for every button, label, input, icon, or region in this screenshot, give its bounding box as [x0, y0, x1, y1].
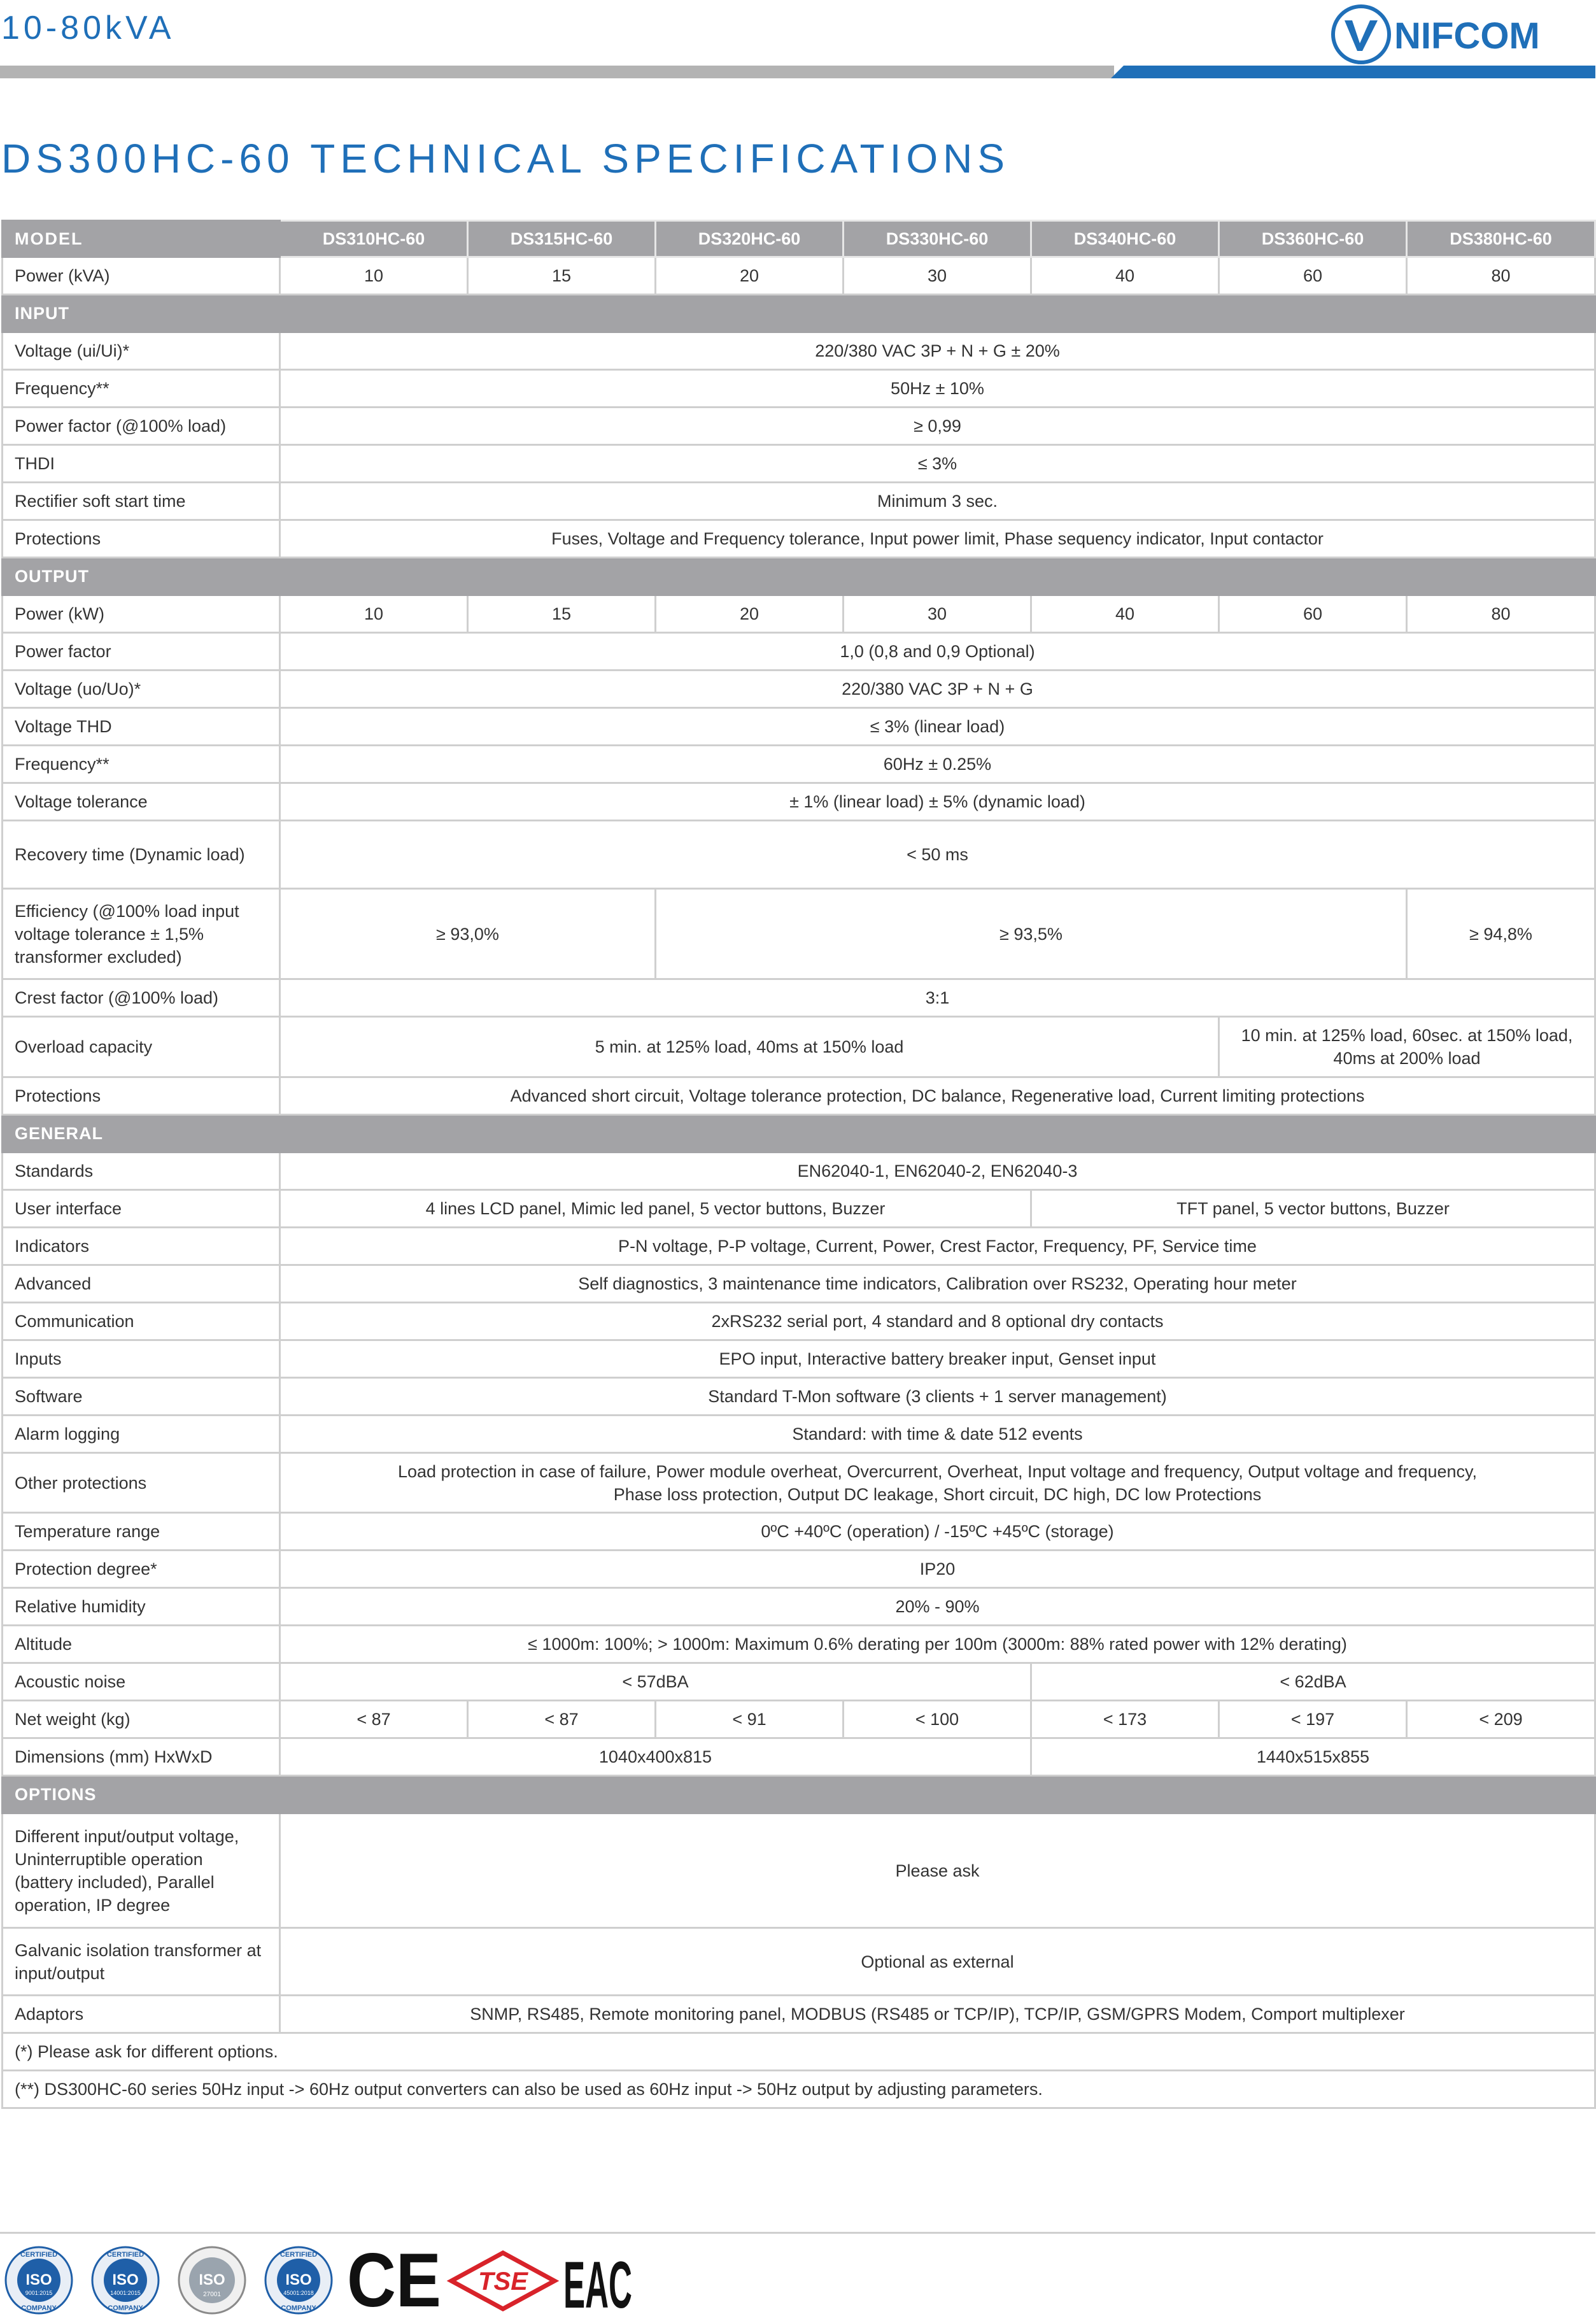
- cell-value: ≥ 93,5%: [656, 889, 1407, 979]
- table-row: [3, 1701, 1595, 1738]
- table-row: [3, 1663, 1595, 1701]
- row-label: Standards: [3, 1153, 280, 1190]
- cell-value: 50Hz ± 10%: [280, 370, 1595, 408]
- section-output: [3, 558, 1595, 595]
- table-row: [3, 1340, 1595, 1378]
- nifcom-logo: [1331, 1, 1585, 67]
- row-label: Frequency**: [3, 746, 280, 783]
- cell-value: 80: [1407, 595, 1595, 633]
- label-line: Galvanic isolation transformer at: [15, 1940, 262, 1960]
- cell-value: 10: [280, 257, 468, 295]
- model-name: DS330HC-60: [844, 221, 1031, 257]
- badge-mark: ISO: [112, 2271, 139, 2289]
- cell-value: 80: [1407, 257, 1595, 295]
- row-label: Other protections: [3, 1453, 280, 1513]
- row-label: Net weight (kg): [3, 1701, 280, 1738]
- brand-text: NIFCOM: [1394, 15, 1540, 57]
- row-label: Voltage THD: [3, 708, 280, 746]
- cell-value: < 50 ms: [280, 821, 1595, 889]
- label-line: operation, IP degree: [15, 1895, 171, 1915]
- label-line: input/output: [15, 1963, 105, 1983]
- section-title: OPTIONS: [3, 1776, 1595, 1814]
- label-line: Uninterruptible operation: [15, 1849, 203, 1869]
- cell-value: 3:1: [280, 979, 1595, 1017]
- eac-mark: [563, 2248, 633, 2321]
- table-row: [3, 1228, 1595, 1265]
- row-label: Crest factor (@100% load): [3, 979, 280, 1017]
- cell-value: ≤ 3%: [280, 445, 1595, 483]
- cell-value: [280, 1453, 1595, 1513]
- table-row: [3, 1738, 1595, 1776]
- cell-value: 20% - 90%: [280, 1588, 1595, 1626]
- table-row: [3, 1416, 1595, 1453]
- cell-value: EPO input, Interactive battery breaker input, Genset input: [280, 1340, 1595, 1378]
- page-title: DS300HC-60 TECHNICAL SPECIFICATIONS: [1, 136, 1010, 181]
- row-label: Altitude: [3, 1626, 280, 1663]
- section-general: [3, 1115, 1595, 1153]
- badge-mark: ISO: [199, 2271, 225, 2289]
- table-row: [3, 1378, 1595, 1416]
- row-label: Inputs: [3, 1340, 280, 1378]
- tse-text: TSE: [478, 2268, 528, 2296]
- cell-value: Self diagnostics, 3 maintenance time indicators, Calibration over RS232, Operating hour meter: [280, 1265, 1595, 1303]
- cell-value: 220/380 VAC 3P + N + G: [280, 671, 1595, 708]
- label-line: voltage tolerance ± 1,5%: [15, 924, 204, 944]
- table-row: [3, 408, 1595, 445]
- row-label: [3, 1928, 280, 1996]
- cell-value: TFT panel, 5 vector buttons, Buzzer: [1031, 1190, 1595, 1228]
- row-label: Dimensions (mm) HxWxD: [3, 1738, 280, 1776]
- cell-value: ≤ 3% (linear load): [280, 708, 1595, 746]
- cell-value: Minimum 3 sec.: [280, 483, 1595, 520]
- cell-value: 15: [468, 257, 656, 295]
- cell-value: EN62040-1, EN62040-2, EN62040-3: [280, 1153, 1595, 1190]
- table-row: [3, 370, 1595, 408]
- header-bar-blue: [1111, 66, 1595, 78]
- section-options: [3, 1776, 1595, 1814]
- label-line: Efficiency (@100% load input: [15, 901, 239, 921]
- badge-number: 14001:2015: [110, 2290, 141, 2296]
- cell-value: 40: [1031, 595, 1219, 633]
- row-label: Advanced: [3, 1265, 280, 1303]
- cell-value: 5 min. at 125% load, 40ms at 150% load: [280, 1017, 1219, 1077]
- cell-value: ≥ 93,0%: [280, 889, 656, 979]
- cell-value: Standard T-Mon software (3 clients + 1 server management): [280, 1378, 1595, 1416]
- table-row: [3, 1996, 1595, 2033]
- cell-value: [1219, 1017, 1595, 1077]
- row-label: Temperature range: [3, 1513, 280, 1551]
- value-line: Phase loss protection, Output DC leakage, Short circuit, DC high, DC low Protections: [613, 1484, 1262, 1504]
- footnote: (*) Please ask for different options.: [3, 2033, 1595, 2071]
- row-label: Adaptors: [3, 1996, 280, 2033]
- table-row: [3, 783, 1595, 821]
- cell-value: 15: [468, 595, 656, 633]
- row-label: Protections: [3, 1077, 280, 1115]
- row-label: Power factor (@100% load): [3, 408, 280, 445]
- model-name: DS320HC-60: [656, 221, 844, 257]
- cell-value: < 173: [1031, 1701, 1219, 1738]
- table-row: [3, 483, 1595, 520]
- cell-value: 4 lines LCD panel, Mimic led panel, 5 vector buttons, Buzzer: [280, 1190, 1031, 1228]
- badge-top-text: CERTIFIED: [20, 2251, 58, 2259]
- ce-text: CE: [347, 2238, 441, 2321]
- note-row: [3, 2071, 1595, 2108]
- row-label: Voltage (ui/Ui)*: [3, 332, 280, 370]
- badge-bottom-text: COMPANY: [108, 2304, 143, 2312]
- table-row: [3, 1928, 1595, 1996]
- row-label: Acoustic noise: [3, 1663, 280, 1701]
- model-name: DS340HC-60: [1031, 221, 1219, 257]
- row-label: [3, 1814, 280, 1928]
- table-row: [3, 520, 1595, 558]
- cell-value: 2xRS232 serial port, 4 standard and 8 optional dry contacts: [280, 1303, 1595, 1340]
- section-title: OUTPUT: [3, 558, 1595, 595]
- label-line: transformer excluded): [15, 947, 182, 967]
- row-label: Communication: [3, 1303, 280, 1340]
- cell-value: 20: [656, 595, 844, 633]
- product-range: 10-80kVA: [1, 10, 175, 46]
- table-row: [3, 1190, 1595, 1228]
- row-label: Frequency**: [3, 370, 280, 408]
- table-row: [3, 1153, 1595, 1190]
- row-label: Alarm logging: [3, 1416, 280, 1453]
- row-label: User interface: [3, 1190, 280, 1228]
- cell-value: 40: [1031, 257, 1219, 295]
- ce-mark: [347, 2238, 442, 2321]
- cell-value: SNMP, RS485, Remote monitoring panel, MODBUS (RS485 or TCP/IP), TCP/IP, GSM/GPRS Modem, Comport multiplexer: [280, 1996, 1595, 2033]
- cell-value: 30: [844, 595, 1031, 633]
- model-name: DS310HC-60: [280, 221, 468, 257]
- badge-number: 9001:2015: [25, 2290, 53, 2296]
- cell-value: 60: [1219, 257, 1407, 295]
- badge-top-text: CERTIFIED: [279, 2251, 318, 2259]
- section-title: INPUT: [3, 295, 1595, 332]
- cell-value: 20: [656, 257, 844, 295]
- model-name: DS315HC-60: [468, 221, 656, 257]
- table-row: [3, 671, 1595, 708]
- cell-value: 0ºC +40ºC (operation) / -15ºC +45ºC (storage): [280, 1513, 1595, 1551]
- row-label: Rectifier soft start time: [3, 483, 280, 520]
- table-row: [3, 445, 1595, 483]
- model-label: MODEL: [3, 221, 280, 257]
- table-row: [3, 1588, 1595, 1626]
- row-label: Relative humidity: [3, 1588, 280, 1626]
- cell-value: 1040x400x815: [280, 1738, 1031, 1776]
- cell-value: Standard: with time & date 512 events: [280, 1416, 1595, 1453]
- value-line: 10 min. at 125% load, 60sec. at 150% load,: [1241, 1026, 1573, 1045]
- row-label: THDI: [3, 445, 280, 483]
- row-label: Recovery time (Dynamic load): [3, 821, 280, 889]
- model-row: [3, 221, 1595, 257]
- table-row: [3, 889, 1595, 979]
- cell-value: ≥ 0,99: [280, 408, 1595, 445]
- badge-mark: ISO: [285, 2271, 312, 2289]
- header-bar-grey: [0, 66, 1114, 78]
- cell-value: < 87: [280, 1701, 468, 1738]
- table-row: [3, 1626, 1595, 1663]
- badge-bottom-text: COMPANY: [21, 2304, 57, 2312]
- badge-bottom-text: COMPANY: [281, 2304, 316, 2312]
- cell-value: < 100: [844, 1701, 1031, 1738]
- row-label: Power (kVA): [3, 257, 280, 295]
- cell-value: 60Hz ± 0.25%: [280, 746, 1595, 783]
- cell-value: Please ask: [280, 1814, 1595, 1928]
- certification-logos: [0, 2232, 1595, 2321]
- row-label: Voltage tolerance: [3, 783, 280, 821]
- model-name: DS360HC-60: [1219, 221, 1407, 257]
- table-row: [3, 708, 1595, 746]
- cell-value: 1,0 (0,8 and 0,9 Optional): [280, 633, 1595, 671]
- cell-value: Fuses, Voltage and Frequency tolerance, Input power limit, Phase sequency indicator, Input contactor: [280, 520, 1595, 558]
- cell-value: < 57dBA: [280, 1663, 1031, 1701]
- badge-number: 45001:2018: [283, 2290, 314, 2296]
- eac-text: EAC: [563, 2248, 632, 2321]
- section-title: GENERAL: [3, 1115, 1595, 1153]
- table-row: [3, 1303, 1595, 1340]
- row-label: Power (kW): [3, 595, 280, 633]
- cell-value: 30: [844, 257, 1031, 295]
- cell-value: IP20: [280, 1551, 1595, 1588]
- table-row: [3, 595, 1595, 633]
- table-row: [3, 979, 1595, 1017]
- table-row: [3, 332, 1595, 370]
- value-line: Load protection in case of failure, Power module overheat, Overcurrent, Overheat, Input voltage and frequency, Output voltage and frequency,: [397, 1461, 1477, 1481]
- cell-value: < 62dBA: [1031, 1663, 1595, 1701]
- badge-number: 27001: [203, 2291, 221, 2298]
- row-label: Voltage (uo/Uo)*: [3, 671, 280, 708]
- note-row: [3, 2033, 1595, 2071]
- table-row: [3, 1513, 1595, 1551]
- table-row: [3, 1017, 1595, 1077]
- cell-value: 10: [280, 595, 468, 633]
- table-row: [3, 1077, 1595, 1115]
- table-row: [3, 746, 1595, 783]
- cell-value: < 87: [468, 1701, 656, 1738]
- label-line: (battery included), Parallel: [15, 1872, 215, 1892]
- cell-value: ≤ 1000m: 100%; > 1000m: Maximum 0.6% derating per 100m (3000m: 88% rated power with 12% derating): [280, 1626, 1595, 1663]
- cell-value: 1440x515x855: [1031, 1738, 1595, 1776]
- iso-27001-badge: [177, 2245, 247, 2315]
- table-row: [3, 1551, 1595, 1588]
- cell-value: Advanced short circuit, Voltage tolerance protection, DC balance, Regenerative load, Current limiting protections: [280, 1077, 1595, 1115]
- row-label: Software: [3, 1378, 280, 1416]
- spec-table: [1, 220, 1596, 2109]
- iso-9001-badge: [4, 2245, 74, 2315]
- tse-mark: [449, 2250, 557, 2311]
- row-label: [3, 889, 280, 979]
- badge-top-text: CERTIFIED: [106, 2251, 145, 2259]
- cell-value: 60: [1219, 595, 1407, 633]
- row-label: Overload capacity: [3, 1017, 280, 1077]
- row-label: Power factor: [3, 633, 280, 671]
- model-name: DS380HC-60: [1407, 221, 1595, 257]
- cell-value: < 209: [1407, 1701, 1595, 1738]
- iso-14001-badge: [90, 2245, 160, 2315]
- row-label: Protections: [3, 520, 280, 558]
- table-row: [3, 1453, 1595, 1513]
- table-row: [3, 821, 1595, 889]
- value-line: 40ms at 200% load: [1333, 1049, 1481, 1068]
- badge-mark: ISO: [25, 2271, 52, 2289]
- table-row: [3, 633, 1595, 671]
- cell-value: Optional as external: [280, 1928, 1595, 1996]
- row-label: Protection degree*: [3, 1551, 280, 1588]
- cell-value: < 91: [656, 1701, 844, 1738]
- table-row: [3, 1265, 1595, 1303]
- cell-value: ≥ 94,8%: [1407, 889, 1595, 979]
- section-input: [3, 295, 1595, 332]
- cell-value: < 197: [1219, 1701, 1407, 1738]
- footnote: (**) DS300HC-60 series 50Hz input -> 60Hz output converters can also be used as 60Hz input -> 50Hz output by adjusting parameters.: [3, 2071, 1595, 2108]
- table-row: [3, 1814, 1595, 1928]
- label-line: Different input/output voltage,: [15, 1826, 239, 1846]
- cell-value: P-N voltage, P-P voltage, Current, Power, Crest Factor, Frequency, PF, Service time: [280, 1228, 1595, 1265]
- cell-value: 220/380 VAC 3P + N + G ± 20%: [280, 332, 1595, 370]
- row-label: Indicators: [3, 1228, 280, 1265]
- iso-45001-badge: [264, 2245, 334, 2315]
- table-row: [3, 257, 1595, 295]
- cell-value: ± 1% (linear load) ± 5% (dynamic load): [280, 783, 1595, 821]
